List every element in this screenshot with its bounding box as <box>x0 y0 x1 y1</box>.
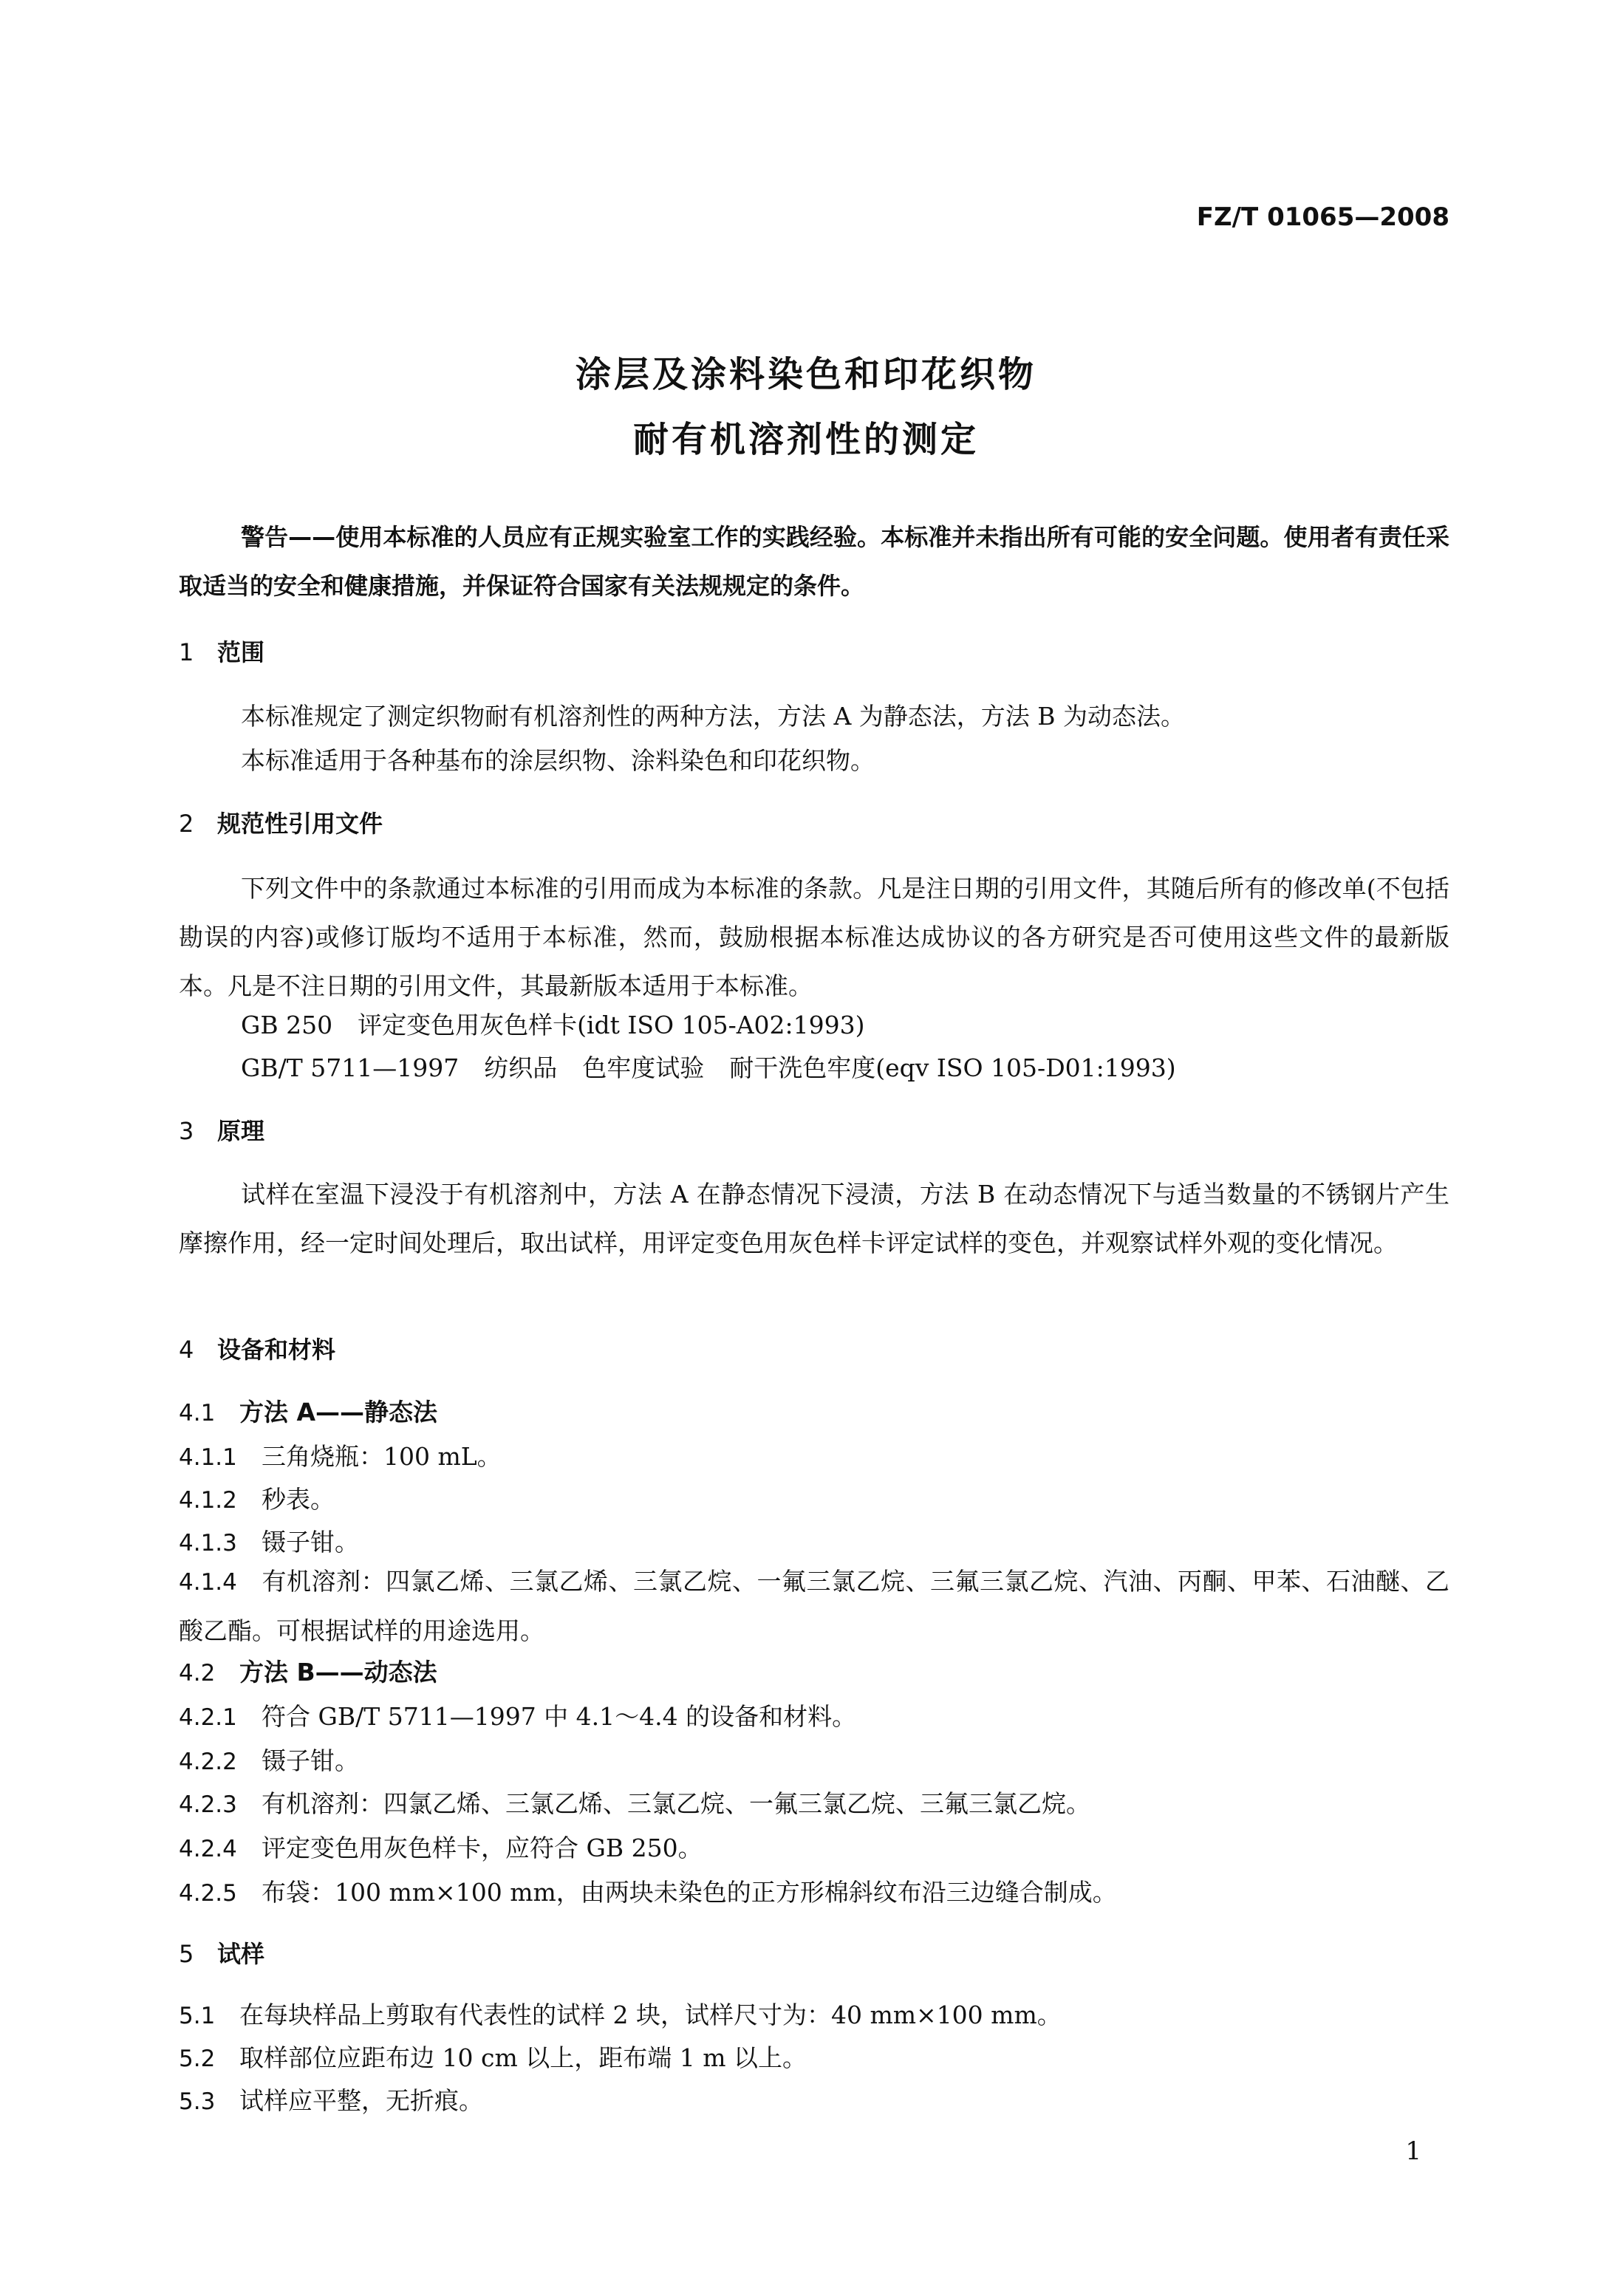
section-3-paragraph: 试样在室温下浸没于有机溶剂中，方法 A 在静态情况下浸渍，方法 B 在动态情况下与适当数量的不锈钢片产生摩擦作用，经一定时间处理后，取出试样，用评定变色用灰色样卡评定试样的变色，并观察试样外观的变化情况。 <box>179 1180 1449 1257</box>
clause-number: 4.1.2 <box>179 1487 237 1514</box>
clause-4-2-4 <box>179 1829 703 1864</box>
section-title: 范围 <box>217 638 265 666</box>
reference-title: 评定变色用灰色样卡(idt ISO 105-A02:1993) <box>358 1011 865 1039</box>
reference-title-part: 纺织品 <box>484 1053 558 1082</box>
clause-number: 5.2 <box>179 2046 216 2072</box>
normative-reference-2 <box>241 1049 1176 1084</box>
reference-code: GB/T 5711—1997 <box>241 1053 460 1082</box>
clause-text: 秒表。 <box>262 1485 335 1514</box>
section-number: 2 <box>179 810 194 838</box>
clause-number: 4.2.2 <box>179 1749 237 1775</box>
clause-text: 符合 GB/T 5711—1997 中 4.1～4.4 的设备和材料。 <box>262 1702 857 1731</box>
clause-number: 4.1.4 <box>179 1569 237 1596</box>
clause-4-2-1 <box>179 1698 856 1732</box>
clause-number: 4.2.5 <box>179 1880 237 1907</box>
clause-number: 4.1.3 <box>179 1530 237 1557</box>
section-number: 5 <box>179 1940 194 1968</box>
reference-title-part: 色牢度试验 <box>582 1053 705 1082</box>
clause-4-2-3 <box>179 1785 1090 1820</box>
clause-5-1 <box>179 1996 1062 2031</box>
clause-text: 取样部位应距布边 10 cm 以上，距布端 1 m 以上。 <box>239 2043 807 2072</box>
document-title-line-2: 耐有机溶剂性的测定 <box>632 419 979 460</box>
section-1-paragraph-1: 本标准规定了测定织物耐有机溶剂性的两种方法，方法 A 为静态法，方法 B 为动态法。 <box>241 702 1186 731</box>
clause-text: 三角烧瓶：100 mL。 <box>262 1442 502 1471</box>
section-4-heading <box>179 1331 335 1365</box>
section-number: 3 <box>179 1117 194 1145</box>
section-2-heading <box>179 805 383 839</box>
clause-5-3 <box>179 2082 483 2116</box>
reference-title-part: 耐干洗色牢度(eqv ISO 105-D01:1993) <box>729 1053 1176 1082</box>
clause-text: 布袋：100 mm×100 mm，由两块未染色的正方形棉斜纹布沿三边缝合制成。 <box>262 1878 1117 1907</box>
clause-number: 4.2.1 <box>179 1704 237 1731</box>
clause-text: 有机溶剂：四氯乙烯、三氯乙烯、三氯乙烷、一氟三氯乙烷、三氟三氯乙烷、汽油、丙酮、甲苯、石油醚、乙酸乙酯。可根据试样的用途选用。 <box>179 1567 1449 1645</box>
clause-text: 试样应平整，无折痕。 <box>239 2086 483 2115</box>
section-title: 原理 <box>217 1117 265 1145</box>
clause-title: 方法 A——静态法 <box>239 1398 438 1427</box>
clause-4-1-3 <box>179 1523 359 1558</box>
clause-text: 在每块样品上剪取有代表性的试样 2 块，试样尺寸为：40 mm×100 mm。 <box>239 2001 1062 2029</box>
clause-4-1-4 <box>179 1557 1449 1656</box>
section-title: 规范性引用文件 <box>217 810 383 838</box>
clause-4-1-2 <box>179 1480 335 1515</box>
clause-4-1-1 <box>179 1438 502 1472</box>
clause-number: 5.3 <box>179 2088 216 2115</box>
section-number: 1 <box>179 638 194 666</box>
clause-4-2 <box>179 1653 437 1688</box>
document-title-line-1: 涂层及涂料染色和印花织物 <box>575 354 1036 395</box>
clause-number: 4.2.3 <box>179 1791 237 1818</box>
standard-number: FZ/T 01065—2008 <box>1196 202 1449 232</box>
clause-4-1 <box>179 1393 437 1428</box>
clause-text: 镊子钳。 <box>262 1746 359 1775</box>
reference-code: GB 250 <box>241 1011 333 1039</box>
clause-4-2-2 <box>179 1742 359 1777</box>
clause-text: 评定变色用灰色样卡，应符合 GB 250。 <box>262 1834 703 1862</box>
section-number: 4 <box>179 1336 194 1364</box>
clause-number: 4.2 <box>179 1660 216 1687</box>
clause-number: 4.1 <box>179 1400 216 1427</box>
clause-text: 镊子钳。 <box>262 1528 359 1557</box>
section-1-paragraph-2: 本标准适用于各种基布的涂层织物、涂料染色和印花织物。 <box>241 746 875 775</box>
clause-text: 有机溶剂：四氯乙烯、三氯乙烯、三氯乙烷、一氟三氯乙烷、三氟三氯乙烷。 <box>262 1789 1090 1818</box>
section-title: 设备和材料 <box>217 1336 336 1364</box>
section-title: 试样 <box>217 1940 265 1968</box>
clause-4-2-5 <box>179 1873 1117 1908</box>
clause-number: 4.2.4 <box>179 1836 237 1862</box>
clause-number: 4.1.1 <box>179 1444 237 1471</box>
normative-reference-1 <box>241 1006 865 1041</box>
page-number: 1 <box>1405 2136 1421 2166</box>
clause-number: 5.1 <box>179 2003 216 2029</box>
clause-title: 方法 B——动态法 <box>239 1658 437 1687</box>
section-3-heading <box>179 1113 264 1147</box>
section-5-heading <box>179 1935 264 1969</box>
section-1-heading <box>179 634 264 668</box>
section-2-paragraph: 下列文件中的条款通过本标准的引用而成为本标准的条款。凡是注日期的引用文件，其随后所有的修改单(不包括勘误的内容)或修订版均不适用于本标准，然而，鼓励根据本标准达成协议的各方研究是否可使用这些文件的最新版本。凡是不注日期的引用文件，其最新版本适用于本标准。 <box>179 874 1449 1000</box>
clause-5-2 <box>179 2039 807 2074</box>
warning-paragraph: 警告——使用本标准的人员应有正规实验室工作的实践经验。本标准并未指出所有可能的安全问题。使用者有责任采取适当的安全和健康措施，并保证符合国家有关法规规定的条件。 <box>179 523 1449 600</box>
